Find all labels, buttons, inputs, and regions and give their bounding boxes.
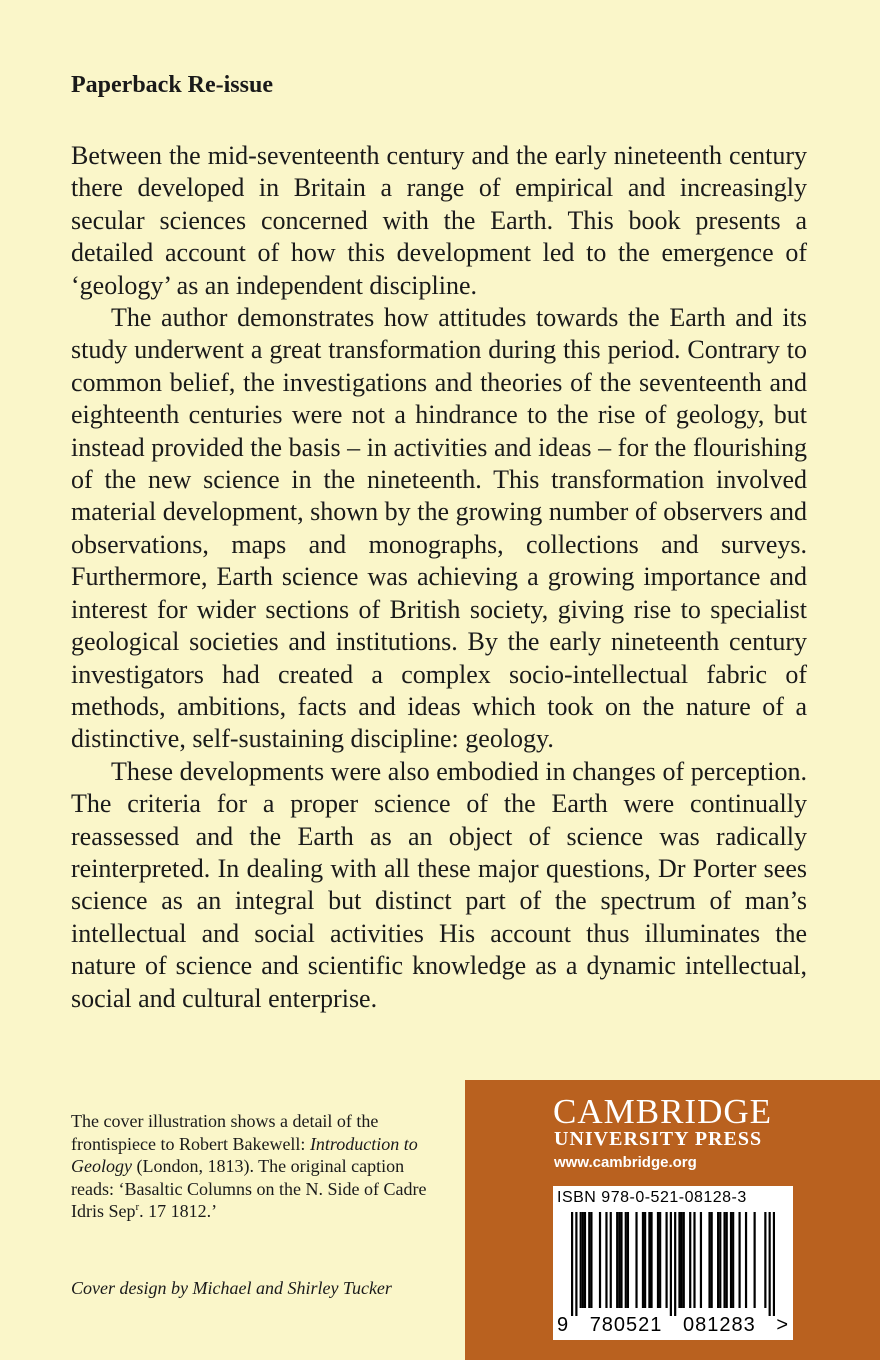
barcode-bar <box>745 1212 747 1308</box>
cover-design-credit: Cover design by Michael and Shirley Tucker <box>71 1278 392 1298</box>
barcode-bar <box>738 1212 740 1308</box>
barcode-bar <box>627 1212 629 1308</box>
barcode-bar <box>599 1212 601 1308</box>
superscript: r <box>135 1201 140 1213</box>
caption-text: . 17 1812.’ <box>139 1201 218 1221</box>
barcode-bar <box>584 1212 586 1308</box>
barcode-bar <box>605 1212 607 1308</box>
barcode-bar <box>588 1212 590 1308</box>
barcode-digit-group: 9 <box>557 1314 570 1336</box>
publisher-panel <box>465 1080 880 1360</box>
book-title: Introduction to Geology <box>71 1133 418 1176</box>
barcode-bar <box>723 1212 725 1308</box>
barcode-bar <box>657 1212 659 1308</box>
publisher-url: www.cambridge.org <box>554 1154 697 1171</box>
cover-illustration-caption <box>71 1110 441 1223</box>
barcode-digits <box>557 1314 789 1337</box>
barcode-bar <box>683 1212 685 1308</box>
barcode-bar <box>590 1212 592 1308</box>
barcode-bar <box>616 1212 618 1308</box>
barcode-bar <box>708 1212 710 1308</box>
barcode-bar <box>571 1212 573 1316</box>
barcode-bar <box>644 1212 646 1308</box>
barcode-bar <box>670 1212 672 1316</box>
barcode-bar <box>717 1212 719 1308</box>
barcode-bar <box>580 1212 582 1308</box>
barcode-bar <box>769 1212 771 1316</box>
barcode-bar <box>635 1212 637 1308</box>
barcode-bar <box>674 1212 676 1316</box>
barcode-bar <box>754 1212 756 1308</box>
barcode-digit-group: 780521 <box>589 1314 663 1336</box>
barcode-bar <box>764 1212 766 1308</box>
barcode-bar <box>620 1212 622 1308</box>
caption-text: The cover illustration shows a detail of the frontispiece to Robert Bakewell: <box>71 1111 379 1154</box>
barcode-digit-group: > <box>776 1314 789 1336</box>
barcode-bar <box>711 1212 713 1308</box>
barcode-bar <box>726 1212 728 1308</box>
barcode-bar <box>719 1212 721 1308</box>
barcode-bar <box>625 1212 627 1308</box>
publisher-subname: UNIVERSITY PRESS <box>554 1128 763 1150</box>
isbn-barcode <box>553 1186 793 1340</box>
barcode-bar <box>582 1212 584 1308</box>
barcode-bar <box>650 1212 652 1308</box>
barcode-bar <box>693 1212 695 1308</box>
section-heading: Paperback Re-issue <box>71 72 273 98</box>
barcode-bar <box>732 1212 734 1308</box>
isbn-label: ISBN 978-0-521-08128-3 <box>557 1189 747 1206</box>
barcode-bar <box>642 1212 644 1308</box>
barcode-bar <box>575 1212 577 1316</box>
barcode-bar <box>665 1212 667 1308</box>
barcode-bar <box>700 1212 702 1308</box>
barcode-icon <box>571 1212 775 1316</box>
paragraph: Between the mid-seventeenth century and the early nineteenth century there developed in Britain a range of empirical and increasingly secular sciences concerned with the Earth. This book presents a detailed account of how this development led to the emergence of ‘geology’ as an independent discipline. <box>71 141 807 300</box>
paragraph: The author demonstrates how attitudes towards the Earth and its study underwent a great transformation during this period. Contrary to common belief, the investigations and theories of the seventeenth and eighteenth centuries were not a hindrance to the rise of geology, but instead provided the basis – in activities and ideas – for the flourishing of the new science in the nineteenth. This transformation involved material development, shown by the growing number of observers and observations, maps and monographs, collections and surveys. Furthermore, Earth science was achieving a growing importance and interest for wider sections of British society, giving rise to specialist geological societies and institutions. By the early nineteenth century investigators had created a complex socio-intellectual fabric of methods, ambitions, facts and ideas which took on the nature of a distinctive, self-sustaining discipline: geology. <box>71 303 807 754</box>
barcode-bar <box>773 1212 775 1316</box>
publisher-logo: CAMBRIDGE <box>553 1092 773 1131</box>
barcode-bar <box>730 1212 732 1308</box>
barcode-digit-group: 081283 <box>683 1314 756 1336</box>
barcode-bar <box>689 1212 691 1308</box>
barcode-bar <box>681 1212 683 1308</box>
barcode-bar <box>610 1212 612 1308</box>
barcode-bar <box>648 1212 650 1308</box>
barcode-bar <box>618 1212 620 1308</box>
caption-text: (London, 1813). The original caption reads: ‘Basaltic Columns on the N. Side of Cadre Idris Sep <box>71 1156 427 1221</box>
paragraph: These developments were also embodied in changes of perception. The criteria for a proper science of the Earth were continually reassessed and the Earth as an object of science was radically reinterpreted. In dealing with all these major questions, Dr Porter sees science as an integral but distinct part of the spectrum of man’s intellectual and social activities His account thus illuminates the nature of science and scientific knowledge as a dynamic intellectual, social and cultural enterprise. <box>71 756 807 1013</box>
barcode-bar <box>678 1212 680 1308</box>
barcode-bar <box>659 1212 661 1308</box>
blurb-text <box>71 140 807 1015</box>
